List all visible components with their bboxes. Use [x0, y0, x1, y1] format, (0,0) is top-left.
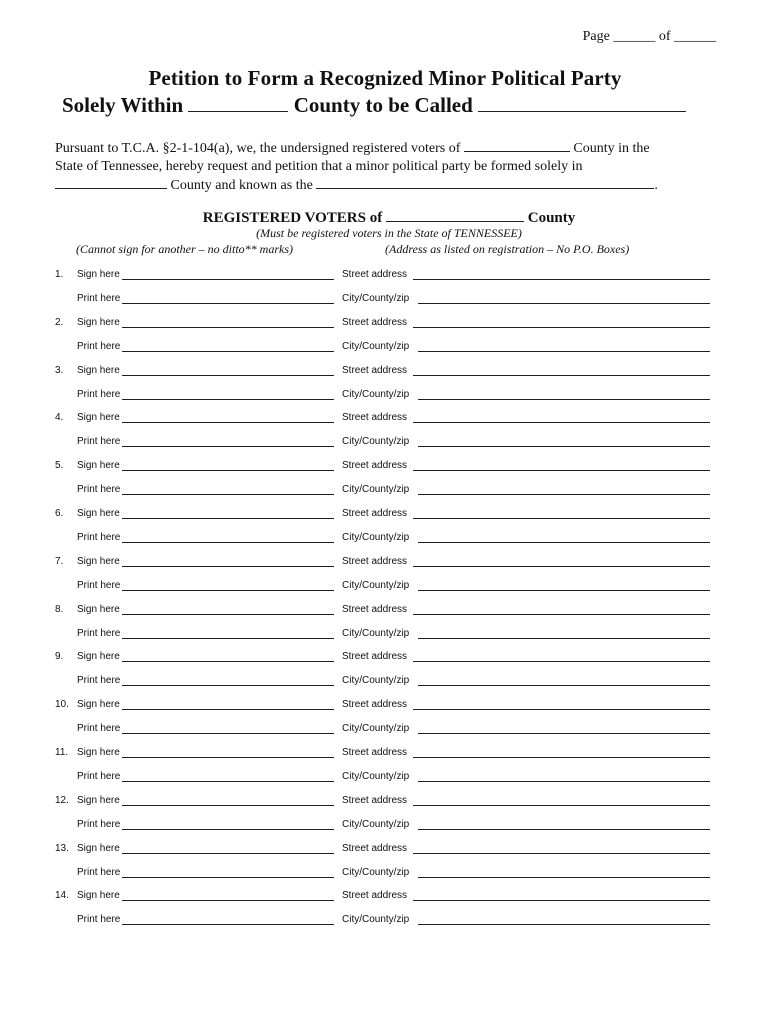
city-county-zip-field[interactable] — [418, 494, 710, 495]
intro-county-field-2[interactable] — [55, 176, 167, 189]
reg-heading-text-2: County — [527, 210, 576, 226]
sign-label: Sign here — [77, 842, 120, 854]
city-label: City/County/zip — [342, 388, 410, 400]
city-label: City/County/zip — [342, 914, 410, 926]
street-label: Street address — [342, 460, 408, 472]
city-label: City/County/zip — [342, 723, 410, 735]
voter-entry — [0, 553, 770, 601]
city-label: City/County/zip — [342, 579, 410, 591]
sign-label: Sign here — [77, 364, 120, 376]
print-line — [0, 436, 770, 450]
sign-line — [0, 412, 770, 426]
printed-name-field[interactable] — [122, 685, 334, 686]
city-county-zip-field[interactable] — [418, 877, 710, 878]
printed-name-field[interactable] — [122, 303, 334, 304]
sign-line — [0, 460, 770, 474]
signature-field[interactable] — [122, 470, 334, 471]
sign-label: Sign here — [77, 507, 120, 519]
print-label: Print here — [77, 866, 121, 878]
printed-name-field[interactable] — [122, 781, 334, 782]
voter-entry — [0, 840, 770, 888]
print-label: Print here — [77, 675, 121, 687]
signature-field[interactable] — [122, 709, 334, 710]
entry-number: 10. — [55, 699, 69, 711]
voter-entry — [0, 409, 770, 457]
city-county-zip-field[interactable] — [418, 542, 710, 543]
street-label: Street address — [342, 746, 408, 758]
voter-entry — [0, 696, 770, 744]
sign-line — [0, 843, 770, 857]
voter-entry — [0, 314, 770, 362]
print-label: Print here — [77, 388, 121, 400]
signature-field[interactable] — [122, 805, 334, 806]
signature-field[interactable] — [122, 757, 334, 758]
print-label: Print here — [77, 627, 121, 639]
city-county-zip-field[interactable] — [418, 829, 710, 830]
street-label: Street address — [342, 699, 408, 711]
street-label: Street address — [342, 316, 408, 328]
voter-entry — [0, 601, 770, 649]
entry-number: 7. — [55, 555, 64, 567]
street-address-field[interactable] — [413, 805, 710, 806]
voter-entry — [0, 457, 770, 505]
print-line — [0, 341, 770, 355]
signature-field[interactable] — [122, 327, 334, 328]
print-label: Print here — [77, 436, 121, 448]
intro-text-3: State of Tennessee, hereby request and petition that a minor political party be formed solely in — [55, 159, 583, 174]
signature-note: (Cannot sign for another – no ditto** marks) — [76, 242, 294, 256]
page-subtitle — [62, 93, 686, 118]
print-line — [0, 914, 770, 928]
print-line — [0, 580, 770, 594]
sign-line — [0, 890, 770, 904]
street-address-field[interactable] — [413, 566, 710, 567]
city-label: City/County/zip — [342, 818, 410, 830]
city-county-zip-field[interactable] — [418, 685, 710, 686]
sign-line — [0, 556, 770, 570]
city-county-zip-field[interactable] — [418, 351, 710, 352]
signature-field[interactable] — [122, 566, 334, 567]
voter-entry — [0, 505, 770, 553]
print-label: Print here — [77, 484, 121, 496]
print-label: Print here — [77, 770, 121, 782]
print-label: Print here — [77, 914, 121, 926]
sign-label: Sign here — [77, 412, 120, 424]
sign-label: Sign here — [77, 699, 120, 711]
street-label: Street address — [342, 555, 408, 567]
print-line — [0, 723, 770, 737]
sign-label: Sign here — [77, 651, 120, 663]
street-label: Street address — [342, 364, 408, 376]
voter-entry — [0, 744, 770, 792]
voter-entry — [0, 887, 770, 935]
city-label: City/County/zip — [342, 770, 410, 782]
street-label: Street address — [342, 507, 408, 519]
entry-number: 2. — [55, 316, 64, 328]
city-label: City/County/zip — [342, 866, 410, 878]
entry-number: 9. — [55, 651, 64, 663]
street-address-field[interactable] — [413, 327, 710, 328]
sign-label: Sign here — [77, 555, 120, 567]
city-county-zip-field[interactable] — [418, 733, 710, 734]
party-name-field[interactable] — [478, 99, 686, 112]
printed-name-field[interactable] — [122, 399, 334, 400]
registration-note: (Must be registered voters in the State of TENNESSEE) — [256, 226, 522, 240]
sign-line — [0, 317, 770, 331]
sign-line — [0, 365, 770, 379]
sign-label: Sign here — [77, 603, 120, 615]
entry-number: 11. — [55, 746, 69, 758]
sign-label: Sign here — [77, 794, 120, 806]
subtitle-part-2: County to be Called — [293, 93, 473, 117]
print-label: Print here — [77, 579, 121, 591]
page-field[interactable]: ______ — [613, 29, 656, 44]
entry-number: 5. — [55, 460, 64, 472]
city-county-zip-field[interactable] — [418, 303, 710, 304]
city-county-zip-field[interactable] — [418, 446, 710, 447]
printed-name-field[interactable] — [122, 494, 334, 495]
city-label: City/County/zip — [342, 340, 410, 352]
street-address-field[interactable] — [413, 661, 710, 662]
sign-line — [0, 508, 770, 522]
registered-voters-heading — [0, 209, 770, 227]
of-label: of — [658, 29, 671, 44]
street-address-field[interactable] — [413, 853, 710, 854]
city-county-zip-field[interactable] — [418, 638, 710, 639]
street-address-field[interactable] — [413, 900, 710, 901]
city-label: City/County/zip — [342, 675, 410, 687]
sign-label: Sign here — [77, 890, 120, 902]
city-county-zip-field[interactable] — [418, 590, 710, 591]
intro-county-field[interactable] — [464, 139, 570, 152]
intro-text-1: Pursuant to T.C.A. §2-1-104(a), we, the undersigned registered voters of — [55, 141, 461, 156]
street-address-field[interactable] — [413, 757, 710, 758]
city-label: City/County/zip — [342, 293, 410, 304]
street-label: Street address — [342, 603, 408, 615]
print-label: Print here — [77, 723, 121, 735]
reg-heading-text-1: REGISTERED VOTERS of — [202, 210, 383, 226]
signature-field[interactable] — [122, 518, 334, 519]
sign-label: Sign here — [77, 269, 120, 280]
voter-entry — [0, 362, 770, 410]
sign-label: Sign here — [77, 316, 120, 328]
voter-entry — [0, 648, 770, 696]
voter-entry — [0, 266, 770, 314]
address-note: (Address as listed on registration – No P.O. Boxes) — [385, 242, 630, 256]
page-title: Petition to Form a Recognized Minor Political Party — [148, 66, 622, 90]
print-line — [0, 771, 770, 785]
street-address-field[interactable] — [413, 422, 710, 423]
sign-line — [0, 651, 770, 665]
signature-field[interactable] — [122, 375, 334, 376]
print-line — [0, 484, 770, 498]
sign-line — [0, 747, 770, 761]
street-label: Street address — [342, 842, 408, 854]
print-label: Print here — [77, 531, 121, 543]
entry-number: 13. — [55, 842, 69, 854]
print-line — [0, 293, 770, 307]
county-field[interactable] — [188, 99, 288, 112]
printed-name-field[interactable] — [122, 877, 334, 878]
print-line — [0, 389, 770, 403]
entry-number: 1. — [55, 269, 64, 280]
signature-field[interactable] — [122, 614, 334, 615]
printed-name-field[interactable] — [122, 351, 334, 352]
printed-name-field[interactable] — [122, 542, 334, 543]
signature-field[interactable] — [122, 900, 334, 901]
city-label: City/County/zip — [342, 484, 410, 496]
print-line — [0, 628, 770, 642]
entry-number: 14. — [55, 890, 69, 902]
page-number — [583, 29, 716, 45]
entry-number: 12. — [55, 794, 69, 806]
voter-entries — [0, 266, 770, 935]
street-address-field[interactable] — [413, 518, 710, 519]
signature-field[interactable] — [122, 661, 334, 662]
print-line — [0, 532, 770, 546]
city-label: City/County/zip — [342, 627, 410, 639]
voter-entry — [0, 792, 770, 840]
street-label: Street address — [342, 794, 408, 806]
print-label: Print here — [77, 818, 121, 830]
print-line — [0, 675, 770, 689]
street-address-field[interactable] — [413, 279, 710, 280]
street-address-field[interactable] — [413, 470, 710, 471]
street-label: Street address — [342, 412, 408, 424]
print-line — [0, 867, 770, 881]
signature-field[interactable] — [122, 853, 334, 854]
city-county-zip-field[interactable] — [418, 924, 710, 925]
printed-name-field[interactable] — [122, 590, 334, 591]
signature-field[interactable] — [122, 279, 334, 280]
city-label: City/County/zip — [342, 531, 410, 543]
subtitle-part-1: Solely Within — [62, 93, 184, 117]
print-line — [0, 819, 770, 833]
intro-text-2: County in the — [573, 141, 650, 156]
entry-number: 8. — [55, 603, 64, 615]
intro-paragraph — [55, 139, 720, 195]
sign-label: Sign here — [77, 460, 120, 472]
entry-number: 6. — [55, 507, 64, 519]
page-label: Page — [582, 29, 610, 44]
city-county-zip-field[interactable] — [418, 781, 710, 782]
sign-line — [0, 604, 770, 618]
intro-party-field[interactable] — [316, 176, 654, 189]
street-label: Street address — [342, 651, 408, 663]
sign-line — [0, 269, 770, 283]
entry-number: 4. — [55, 412, 64, 424]
city-county-zip-field[interactable] — [418, 399, 710, 400]
printed-name-field[interactable] — [122, 829, 334, 830]
of-field[interactable]: ______ — [674, 29, 716, 44]
reg-county-field[interactable] — [386, 209, 524, 222]
city-label: City/County/zip — [342, 436, 410, 448]
sign-label: Sign here — [77, 746, 120, 758]
intro-text-5: . — [654, 178, 658, 193]
print-label: Print here — [77, 340, 121, 352]
street-address-field[interactable] — [413, 375, 710, 376]
intro-text-4: County and known as the — [170, 178, 313, 193]
signature-field[interactable] — [122, 422, 334, 423]
sign-line — [0, 699, 770, 713]
printed-name-field[interactable] — [122, 638, 334, 639]
printed-name-field[interactable] — [122, 924, 334, 925]
street-label: Street address — [342, 269, 408, 280]
entry-number: 3. — [55, 364, 64, 376]
sign-line — [0, 795, 770, 809]
street-label: Street address — [342, 890, 408, 902]
printed-name-field[interactable] — [122, 446, 334, 447]
street-address-field[interactable] — [413, 709, 710, 710]
printed-name-field[interactable] — [122, 733, 334, 734]
street-address-field[interactable] — [413, 614, 710, 615]
print-label: Print here — [77, 293, 121, 304]
